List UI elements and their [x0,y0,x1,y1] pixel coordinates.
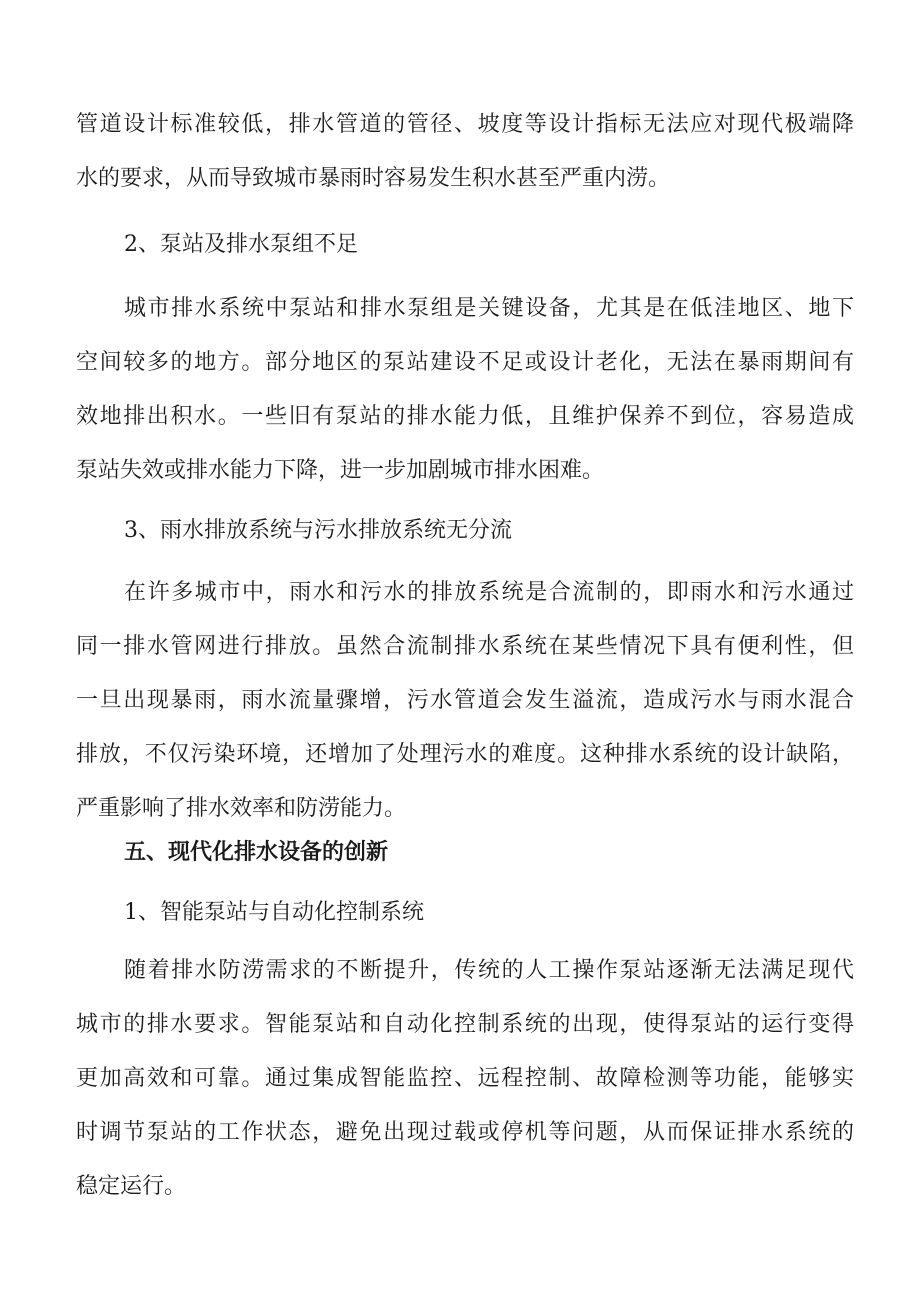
subheading-text: 3、雨水排放系统与污水排放系统无分流 [124,518,512,543]
paragraph-line: 时调节泵站的工作状态，避免出现过载或停机等问题，从而保证排水系统的 [76,1120,854,1145]
paragraph-pump-stations [76,282,854,498]
paragraph-combined-sewer [76,566,854,836]
paragraph-line: 泵站失效或排水能力下降，进一步加剧城市排水困难。 [76,458,605,483]
subheading-smart-pump [76,886,854,940]
paragraph-line: 管道设计标准较低，排水管道的管径、坡度等设计指标无法应对现代极端降 [76,112,854,137]
paragraph-line: 水的要求，从而导致城市暴雨时容易发生积水甚至严重内涝。 [76,166,671,191]
section-title-text: 五、现代化排水设备的创新 [124,840,389,865]
paragraph-drainage-pipe-standards [76,98,854,206]
subheading-pump-shortage [76,218,854,272]
section-title [76,826,854,880]
subheading-combined-sewer [76,504,854,558]
paragraph-line: 排放，不仅污染环境，还增加了处理污水的难度。这种排水系统的设计缺陷， [76,742,854,767]
paragraph-line: 在许多城市中，雨水和污水的排放系统是合流制的，即雨水和污水通过 [124,580,854,605]
subheading-text: 2、泵站及排水泵组不足 [124,232,358,257]
paragraph-line: 稳定运行。 [76,1174,187,1199]
paragraph-line: 空间较多的地方。部分地区的泵站建设不足或设计老化，无法在暴雨期间有 [76,350,854,375]
paragraph-line: 城市排水系统中泵站和排水泵组是关键设备，尤其是在低洼地区、地下 [124,296,854,321]
paragraph-line: 城市的排水要求。智能泵站和自动化控制系统的出现，使得泵站的运行变得 [76,1012,854,1037]
paragraph-line: 随着排水防涝需求的不断提升，传统的人工操作泵站逐渐无法满足现代 [124,958,854,983]
paragraph-smart-pump [76,944,854,1214]
subheading-text: 1、智能泵站与自动化控制系统 [124,900,424,925]
paragraph-line: 一旦出现暴雨，雨水流量骤增，污水管道会发生溢流，造成污水与雨水混合 [76,688,854,713]
paragraph-line: 效地排出积水。一些旧有泵站的排水能力低，且维护保养不到位，容易造成 [76,404,854,429]
paragraph-line: 更加高效和可靠。通过集成智能监控、远程控制、故障检测等功能，能够实 [76,1066,854,1091]
paragraph-line: 同一排水管网进行排放。虽然合流制排水系统在某些情况下具有便利性，但 [76,634,854,659]
paragraph-line: 严重影响了排水效率和防涝能力。 [76,796,407,821]
